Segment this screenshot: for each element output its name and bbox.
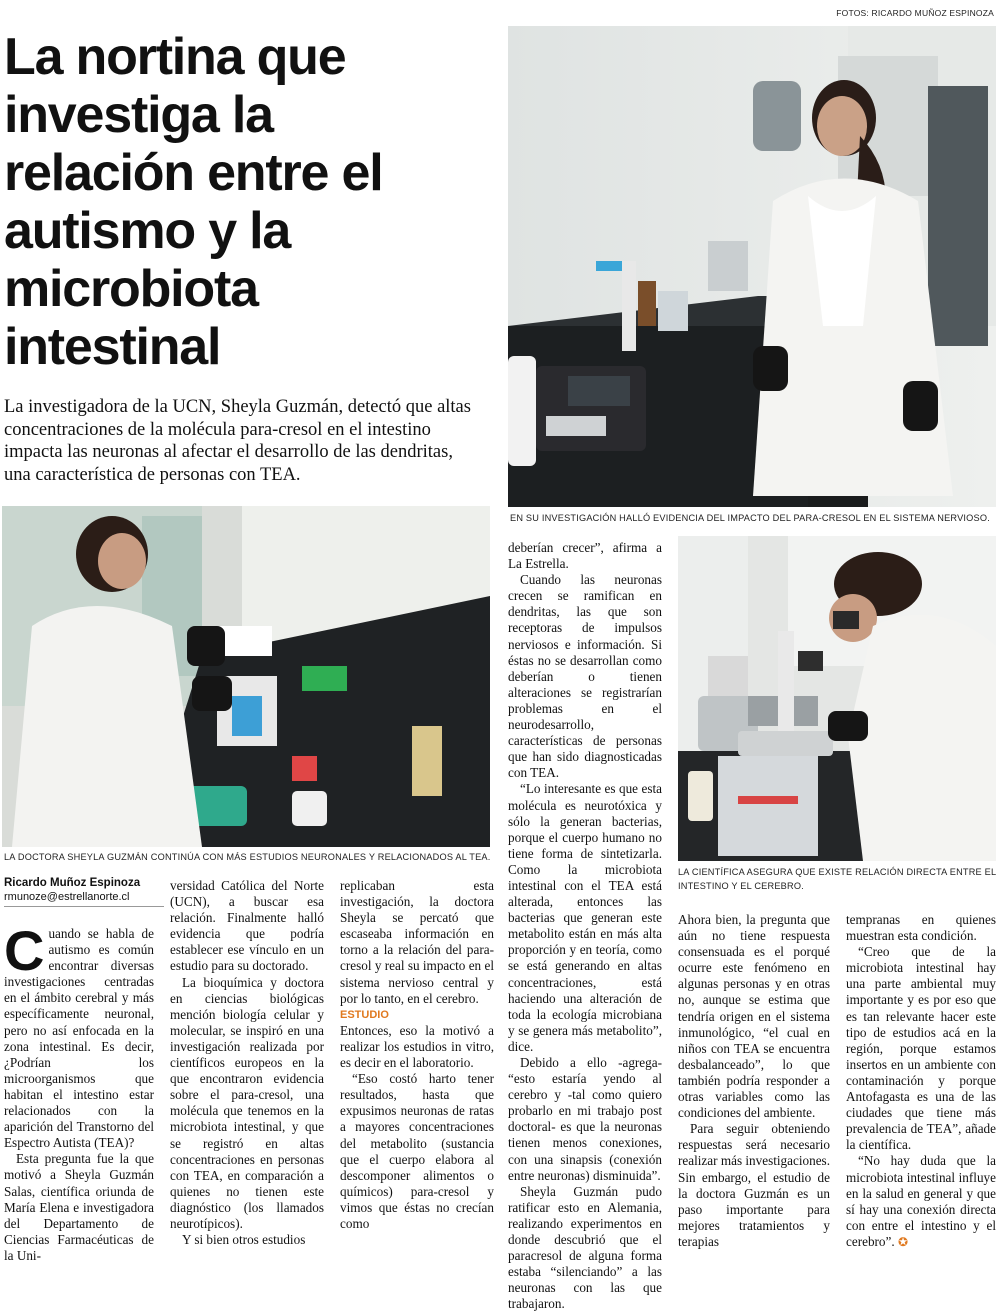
- paragraph: Esta pregunta fue la que motivó a Sheyla Guzmán Salas, científica oriunda de María Elena e investigadora del Departamento de Ciencias Farmacéuticas de la Uni-: [4, 1151, 154, 1263]
- headline-line: La nortina que: [4, 28, 346, 86]
- paragraph: [4, 919, 154, 1151]
- paragraph: Para seguir obteniendo respuestas será necesario realizar más investigaciones. Sin embargo, el estudio de la doctora Guzmán es un paso importante para mejores tratamientos y terapias: [678, 1121, 830, 1249]
- caption-right-line1: LA CIENTÍFICA ASEGURA QUE EXISTE RELACIÓN DIRECTA ENTRE EL: [678, 867, 997, 877]
- photo-lab-microscope: [678, 536, 996, 861]
- lede-line: impacta las neuronas al afectar el desarrollo de las dendritas,: [4, 442, 453, 462]
- paragraph: Y si bien otros estudios: [182, 1232, 306, 1248]
- lede-line: una característica de personas con TEA.: [4, 464, 301, 485]
- paragraph: deberían crecer”, afirma a La Estrella.: [508, 540, 662, 572]
- paragraph: La bioquímica y doctora en ciencias biológicas mención biología celular y molecular, se inspiró en una investigación realizada por científicos europeos en la que encontraron evidencia sobre el para-cresol, una molécula que tenemos en la microbiota intestinal, y que se registró en altas concentraciones en personas con TEA, en comparación a quienes no tienen este diagnóstico (los llamados neurotípicos).: [170, 974, 324, 1231]
- lede: [4, 396, 504, 486]
- paragraph: versidad Católica del Norte (UCN), a buscar esa relación. Finalmente halló evidencia que podría establecer ese vínculo en un estudio para su doctorado.: [170, 878, 324, 974]
- paragraph: replicaban esta investigación, la doctora Sheyla se percató que escaseaba información en torno a la relación del para-cresol y real su impacto en el sistema nervioso central y por lo tanto, en el cerebro.: [340, 878, 494, 1006]
- paragraph: [846, 1153, 996, 1250]
- headline-line: microbiota: [4, 260, 258, 318]
- paragraph: Ahora bien, la pregunta que aún no tiene respuesta consensuada es el porqué ocurre este fenómeno en algunas personas y en otras no, aunque se estima que tendría origen en el sistema inmunológico, “el cual en niños con TEA se encuentra desbalanceado”, lo que también podría responder a otras variables como las condiciones del ambiente.: [678, 912, 830, 1121]
- paragraph: Debido a ello -agrega- “esto estaría yendo al cerebro y -tal como quiero probarlo en mi trabajo post doctoral- es que la neuronas tienen menos conexiones, con una sinapsis (conexión entre neuronas) disminuida”.: [508, 1055, 662, 1183]
- paragraph: Sheyla Guzmán pudo ratificar esto en Alemania, realizando experimentos en donde descubrió que el paracresol de alguna forma estaba “silenciando” a las neuronas con las que trabajaron.: [508, 1183, 662, 1312]
- paragraph: tempranas en quienes muestran esta condición.: [846, 912, 996, 944]
- byline-divider: [4, 906, 164, 907]
- body-column-6: [846, 912, 996, 1250]
- caption-right-line2: INTESTINO Y EL CEREBRO.: [678, 881, 804, 891]
- lede-line: concentraciones de la molécula para-cresol en el intestino: [4, 419, 431, 440]
- end-mark-icon: ✪: [897, 1234, 909, 1249]
- dropcap: C: [4, 919, 45, 982]
- body-column-5: [678, 912, 830, 1250]
- photo-lab-portrait: [508, 26, 996, 507]
- paragraph: Cuando las neuronas crecen se ramifican en dendritas, las que son receptoras de impulsos nerviosos e información. Si éstas no se desarrollan como deberían o tienen alteraciones se registrarían problemas en el neurodesarrollo, características de personas que han sido diagnosticadas con TEA.: [508, 572, 662, 781]
- byline-email[interactable]: rmunoze@estrellanorte.cl: [4, 891, 130, 903]
- headline-line: investiga la: [4, 86, 273, 144]
- paragraph-text: “No hay duda que la microbiota intestinal influye en la salud en general y que sí hay una conexión directa con entre el intestino y el cerebro”.: [846, 1153, 996, 1249]
- lede-line: La investigadora de la UCN, Sheyla Guzmán, detectó que altas: [4, 397, 471, 417]
- headline-line: intestinal: [4, 318, 221, 376]
- paragraph: Entonces, eso la motivó a realizar los estudios in vitro, es decir en el laboratorio.: [340, 1022, 494, 1071]
- paragraph: “Lo interesante es que esta molécula es neurotóxica y sólo la generan bacterias, porque el cuerpo humano no tiene forma de sintetizarla. Como la microbiota intestinal con el TEA está alterada, entonces las bacterias que generan este metabolito están en más alta proporción y en teoría, como se está generando en altas concentraciones, está haciendo una alteración de toda la ecología microbiana y se genera más metabolito”, dice.: [508, 781, 662, 1054]
- byline-name: Ricardo Muñoz Espinoza: [4, 877, 141, 889]
- headline-line: relación entre el: [4, 144, 383, 202]
- paragraph-text: uando se habla de autismo es común encontrar diversas investigaciones centradas en el ámbito cerebral y más específicamente neuronal, pero no así enfocada en la zona intestinal. Es decir, ¿Podrían los microorganismos que habitan el intestino estar relacionados con la aparición del Transtorno del Espectro Autista (TEA)?: [4, 926, 154, 1151]
- body-column-2: [170, 878, 324, 1248]
- body-column-3: [340, 878, 494, 1232]
- section-heading: ESTUDIO: [340, 1008, 389, 1021]
- body-column-1: [4, 919, 154, 1264]
- photo-lab-pipette: [2, 506, 490, 847]
- body-column-4: [508, 540, 662, 1313]
- paragraph: “Eso costó harto tener resultados, hasta que expusimos neuronas de ratas a mayores concentraciones del metabolito (sustancia que el cuerpo elabora al descomponer alimentos o químicos) para-cresol y vimos que éstas no crecían como: [340, 1071, 494, 1231]
- headline-line: autismo y la: [4, 202, 291, 260]
- paragraph: “Creo que de la microbiota intestinal hay una parte ambiental muy importante y es por eso que es tan relevante hacer este tipo de estudios acá en la región, porque estamos insertos en un ambiente con contaminación y porque Antofagasta es una de las ciudades que tiene más prevalencia de TEA”, añade la científica.: [846, 944, 996, 1153]
- headline: [4, 28, 509, 376]
- caption-top-right: EN SU INVESTIGACIÓN HALLÓ EVIDENCIA DEL IMPACTO DEL PARA-CRESOL EN EL SISTEMA NERVIOSO.: [510, 513, 990, 523]
- caption-left: LA DOCTORA SHEYLA GUZMÁN CONTINÚA CON MÁS ESTUDIOS NEURONALES Y RELACIONADOS AL TEA.: [4, 852, 491, 862]
- photo-credit: FOTOS: RICARDO MUÑOZ ESPINOZA: [836, 8, 994, 18]
